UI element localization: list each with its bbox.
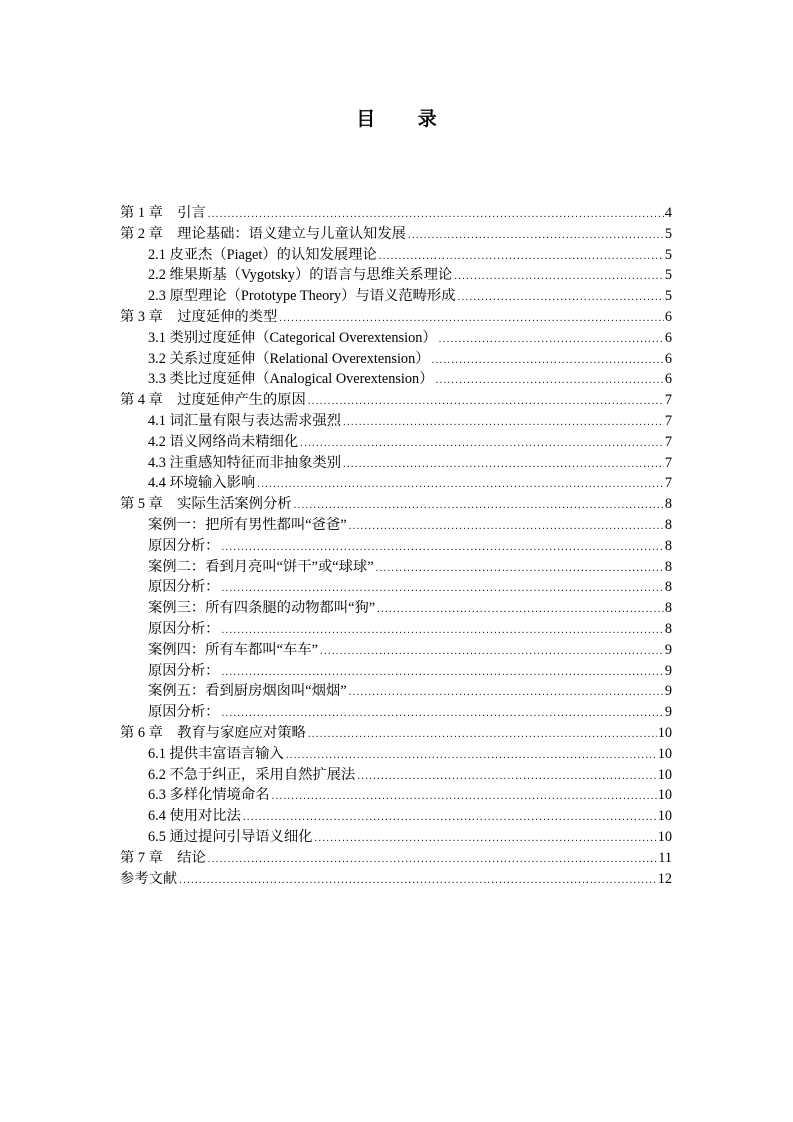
toc-entry-page-number: 10: [657, 766, 672, 783]
toc-entry-page-number: 8: [664, 620, 672, 637]
toc-entry-page-number: 8: [664, 496, 672, 513]
dot-leader: [208, 849, 657, 870]
toc-entry-page-number: 7: [664, 475, 672, 492]
toc-entry-section[interactable]: [120, 640, 672, 661]
toc-entry-label: 6.1 提供丰富语言输入: [148, 745, 284, 762]
toc-entry-section[interactable]: [120, 681, 672, 702]
toc-entry-label: 4.3 注重感知特征而非抽象类别: [148, 454, 342, 471]
toc-entry-label: 第 3 章 过度延伸的类型: [120, 308, 278, 325]
dot-leader: [349, 682, 664, 703]
dot-leader: [343, 412, 664, 433]
dot-leader: [436, 370, 664, 391]
dot-leader: [221, 578, 663, 599]
toc-entry-page-number: 7: [664, 392, 672, 409]
dot-leader: [272, 786, 657, 807]
dot-leader: [458, 287, 664, 308]
page-title: 目 录: [356, 108, 455, 130]
dot-leader: [300, 433, 664, 454]
toc-entry-section[interactable]: [120, 785, 672, 806]
toc-entry-section[interactable]: [120, 806, 672, 827]
toc-entry-label: 3.2 关系过度延伸（Relational Overextension）: [148, 350, 430, 367]
toc-entry-section[interactable]: [120, 661, 672, 682]
toc-entry-section[interactable]: [120, 453, 672, 474]
toc-entry-page-number: 10: [657, 745, 672, 762]
toc-entry-label: 3.1 类别过度延伸（Categorical Overextension）: [148, 329, 437, 346]
toc-entry-page-number: 11: [658, 849, 672, 866]
dot-leader: [221, 620, 663, 641]
dot-leader: [221, 703, 663, 724]
toc-entry-page-number: 10: [657, 724, 672, 741]
toc-entry-page-number: 5: [664, 246, 672, 263]
toc-entry-label: 2.1 皮亚杰（Piaget）的认知发展理论: [148, 246, 377, 263]
toc-entry-page-number: 5: [664, 267, 672, 284]
toc-entry-page-number: 8: [664, 600, 672, 617]
toc-entry-section[interactable]: [120, 577, 672, 598]
toc-entry-page-number: 4: [664, 205, 672, 221]
toc-entry-label: 参考文献: [120, 870, 178, 887]
toc-entry-section[interactable]: [120, 369, 672, 390]
toc-entry-page-number: 8: [664, 537, 672, 554]
toc-entry-section[interactable]: [120, 827, 672, 848]
dot-leader: [308, 724, 657, 745]
toc-entry-section[interactable]: [120, 349, 672, 370]
toc-entry-page-number: 7: [664, 433, 672, 450]
toc-entry-label: 第 6 章 教育与家庭应对策略: [120, 724, 306, 741]
toc-entry-section[interactable]: [120, 515, 672, 536]
toc-entry-section[interactable]: [120, 765, 672, 786]
toc-entry-label: 第 5 章 实际生活案例分析: [120, 496, 292, 513]
toc-entry-label: 原因分析：: [148, 537, 220, 554]
dot-leader: [243, 807, 657, 828]
toc-entry-label: 6.2 不急于纠正，采用自然扩展法: [148, 766, 356, 783]
toc-entry-page-number: 12: [657, 870, 672, 887]
dot-leader: [257, 474, 664, 495]
toc-entry-label: 原因分析：: [148, 704, 220, 721]
toc-entry-label: 原因分析：: [148, 579, 220, 596]
toc-entry-section[interactable]: [120, 473, 672, 494]
toc-entry-page-number: 9: [664, 662, 672, 679]
dot-leader: [320, 641, 664, 662]
toc-entry-label: 第 2 章 理论基础：语义建立与儿童认知发展: [120, 225, 406, 242]
toc-entry-label: 第 4 章 过度延伸产生的原因: [120, 392, 306, 409]
dot-leader: [408, 225, 664, 246]
dot-leader: [357, 766, 656, 787]
toc-entry-label: 6.4 使用对比法: [148, 808, 241, 825]
toc-entry-section[interactable]: [120, 411, 672, 432]
toc-entry-chapter[interactable]: [120, 869, 672, 890]
dot-leader: [432, 350, 664, 371]
dot-leader: [376, 558, 664, 579]
toc-entry-page-number: 10: [657, 787, 672, 804]
toc-entry-page-number: 7: [664, 412, 672, 429]
dot-leader: [279, 308, 664, 329]
dot-leader: [454, 266, 664, 287]
dot-leader: [179, 870, 657, 891]
toc-entry-label: 6.5 通过提问引导语义细化: [148, 828, 313, 845]
toc-entry-chapter[interactable]: [120, 224, 672, 245]
dot-leader: [343, 454, 664, 475]
dot-leader: [439, 329, 664, 350]
toc-entry-section[interactable]: [120, 265, 672, 286]
dot-leader: [221, 537, 663, 558]
toc-entry-page-number: 5: [664, 288, 672, 305]
toc-entry-page-number: 8: [664, 579, 672, 596]
toc-entry-label: 2.2 维果斯基（Vygotsky）的语言与思维关系理论: [148, 267, 453, 284]
toc-entry-page-number: 7: [664, 454, 672, 471]
toc-entry-label: 2.3 原型理论（Prototype Theory）与语义范畴形成: [148, 288, 456, 305]
toc-entry-label: 案例二：看到月亮叫“饼干”或“球球”: [148, 558, 374, 575]
dot-leader: [349, 516, 664, 537]
toc-entry-chapter[interactable]: [120, 494, 672, 515]
toc-entry-page-number: 10: [657, 828, 672, 845]
dot-leader: [221, 662, 663, 683]
toc-entry-label: 案例一：把所有男性都叫“爸爸”: [148, 516, 347, 533]
toc-entry-page-number: 9: [664, 683, 672, 700]
toc-entry-section[interactable]: [120, 286, 672, 307]
toc-entry-section[interactable]: [120, 536, 672, 557]
toc-entry-chapter[interactable]: [120, 307, 672, 328]
toc-entry-label: 原因分析：: [148, 662, 220, 679]
toc-entry-chapter[interactable]: [120, 723, 672, 744]
toc-entry-chapter[interactable]: [120, 203, 672, 224]
toc-entry-page-number: 9: [664, 704, 672, 721]
toc-entry-page-number: 9: [664, 641, 672, 658]
toc-entry-label: 4.2 语义网络尚未精细化: [148, 433, 299, 450]
toc-entry-page-number: 6: [664, 371, 672, 388]
toc-entry-section[interactable]: [120, 432, 672, 453]
dot-leader: [286, 745, 657, 766]
table-of-contents: [120, 203, 672, 889]
toc-entry-section[interactable]: [120, 245, 672, 266]
toc-entry-label: 第 7 章 结论: [120, 849, 206, 866]
toc-entry-label: 第 1 章 引言: [120, 205, 206, 221]
dot-leader: [377, 599, 664, 620]
toc-entry-chapter[interactable]: [120, 390, 672, 411]
toc-entry-section[interactable]: [120, 619, 672, 640]
toc-entry-section[interactable]: [120, 744, 672, 765]
dot-leader: [308, 391, 664, 412]
dot-leader: [379, 246, 664, 267]
toc-entry-section[interactable]: [120, 557, 672, 578]
toc-entry-page-number: 8: [664, 558, 672, 575]
toc-entry-page-number: 5: [664, 225, 672, 242]
toc-entry-label: 案例五：看到厨房烟囱叫“烟烟”: [148, 683, 347, 700]
toc-entry-page-number: 6: [664, 308, 672, 325]
toc-entry-label: 案例三：所有四条腿的动物都叫“狗”: [148, 600, 376, 617]
toc-entry-label: 6.3 多样化情境命名: [148, 787, 270, 804]
toc-entry-page-number: 8: [664, 516, 672, 533]
dot-leader: [294, 495, 664, 516]
toc-entry-label: 4.1 词汇量有限与表达需求强烈: [148, 412, 342, 429]
toc-entry-label: 3.3 类比过度延伸（Analogical Overextension）: [148, 371, 434, 388]
toc-entry-label: 案例四：所有车都叫“车车”: [148, 641, 318, 658]
toc-entry-label: 原因分析：: [148, 620, 220, 637]
dot-leader: [208, 204, 664, 225]
toc-entry-page-number: 10: [657, 808, 672, 825]
toc-entry-section[interactable]: [120, 702, 672, 723]
toc-entry-chapter[interactable]: [120, 848, 672, 869]
toc-entry-section[interactable]: [120, 328, 672, 349]
toc-entry-page-number: 6: [664, 329, 672, 346]
toc-entry-section[interactable]: [120, 598, 672, 619]
toc-entry-page-number: 6: [664, 350, 672, 367]
dot-leader: [314, 828, 656, 849]
toc-entry-label: 4.4 环境输入影响: [148, 475, 256, 492]
